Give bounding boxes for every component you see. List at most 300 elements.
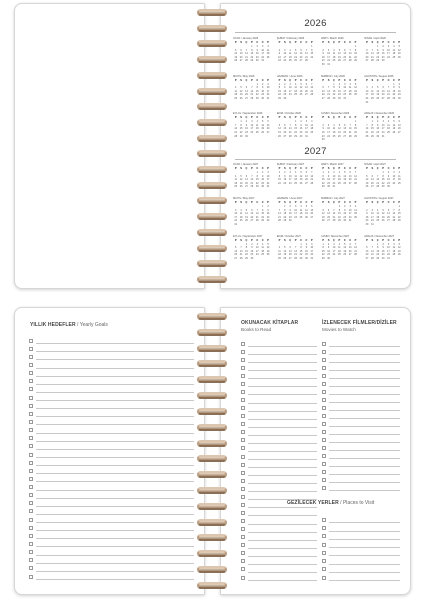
checkbox[interactable] — [241, 511, 245, 515]
checkbox[interactable] — [241, 398, 245, 402]
day-number: 15 — [321, 249, 325, 253]
day-number: 30 — [381, 256, 385, 260]
weekday-label: P — [366, 41, 368, 44]
day-number: 29 — [245, 256, 248, 260]
day-number: 29 — [376, 59, 380, 63]
day-number: 25 — [288, 59, 292, 63]
weekday-label: P — [267, 238, 269, 242]
day-number: 2 — [289, 204, 291, 208]
checkbox[interactable] — [322, 559, 326, 563]
weekday-label: C — [387, 200, 390, 204]
checkbox[interactable] — [29, 428, 33, 432]
checkbox[interactable] — [322, 518, 326, 522]
checkbox[interactable] — [29, 363, 33, 367]
day-number: 14 — [239, 249, 243, 253]
day-number: 19 — [381, 215, 385, 219]
day-number: 5 — [377, 86, 379, 90]
month-calendar — [364, 235, 402, 261]
day-number: 17 — [387, 249, 390, 253]
checkbox[interactable] — [322, 422, 326, 426]
yearly-goals-page — [14, 307, 205, 595]
weekday-label: P — [278, 200, 281, 204]
day-number: 19 — [261, 127, 264, 131]
day-number: 6 — [344, 123, 346, 127]
checkbox[interactable] — [241, 503, 245, 507]
weekday-label: S — [283, 200, 286, 204]
day-number: 4 — [333, 123, 335, 127]
day-number: 8 — [300, 246, 302, 250]
day-number: 13 — [371, 178, 374, 182]
checkbox[interactable] — [29, 436, 33, 440]
checkbox[interactable] — [241, 414, 245, 418]
checkbox[interactable] — [29, 379, 33, 383]
checkbox[interactable] — [29, 509, 33, 513]
checkbox[interactable] — [322, 358, 326, 362]
spiral-ring — [197, 150, 227, 157]
day-number: 4 — [311, 120, 313, 124]
weekday-label: C — [387, 238, 390, 242]
day-number: 3 — [267, 82, 269, 86]
day-number: 14 — [354, 174, 357, 178]
day-number: 3 — [284, 48, 286, 52]
checkbox[interactable] — [241, 406, 245, 410]
ruled-line — [329, 482, 400, 483]
day-number: 1 — [371, 120, 373, 124]
day-number: 19 — [299, 178, 303, 182]
checkbox[interactable] — [241, 559, 245, 563]
books-subtitle: Books to Read — [241, 327, 272, 332]
day-number: 5 — [300, 82, 302, 86]
weekday-label: C — [261, 41, 264, 44]
day-number: 24 — [255, 253, 259, 257]
month-calendar — [364, 197, 402, 227]
month-calendar — [364, 163, 402, 189]
day-number: 20 — [305, 178, 308, 182]
checkbox[interactable] — [29, 493, 33, 497]
day-number: 1 — [245, 242, 248, 246]
books-heading — [241, 320, 298, 332]
checkbox[interactable] — [29, 339, 33, 343]
checkbox[interactable] — [29, 526, 33, 530]
spiral-ring — [197, 329, 227, 336]
checkbox[interactable] — [29, 404, 33, 408]
checkbox[interactable] — [241, 366, 245, 370]
weekday-label: C — [349, 200, 352, 204]
checkbox[interactable] — [241, 576, 245, 580]
day-number: 24 — [327, 59, 330, 63]
checkbox[interactable] — [29, 453, 33, 457]
day-number: 14 — [250, 89, 254, 93]
checkbox[interactable] — [322, 430, 326, 434]
day-number: 25 — [376, 219, 380, 223]
books-title: OKUNACAK KİTAPLAR — [241, 320, 299, 326]
day-number: 1 — [261, 204, 264, 208]
day-number: 14 — [310, 86, 314, 90]
day-number: 16 — [397, 89, 401, 93]
checkbox[interactable] — [241, 463, 245, 467]
day-number: 14 — [305, 52, 308, 56]
checkbox[interactable] — [241, 374, 245, 378]
weekday-label: P — [251, 167, 253, 170]
weekday-label: C — [256, 78, 259, 82]
checkbox[interactable] — [29, 518, 33, 522]
places-list — [322, 514, 400, 580]
day-number: 25 — [371, 96, 374, 100]
weekday-label: P — [310, 78, 313, 82]
weekday-label: P — [338, 238, 341, 242]
weekday-label: P — [354, 167, 357, 170]
weekday-label: P — [338, 78, 341, 82]
day-number: 15 — [332, 89, 336, 93]
day-number: 14 — [255, 212, 259, 216]
day-number: 7 — [245, 48, 248, 52]
ruled-line — [36, 392, 194, 393]
checkbox[interactable] — [322, 438, 326, 442]
ruled-line — [36, 530, 194, 531]
weekday-label: S — [371, 238, 374, 242]
day-number: 1 — [256, 171, 258, 174]
checkbox[interactable] — [322, 526, 326, 530]
weekday-label: C — [256, 167, 259, 170]
day-number: 30 — [397, 96, 401, 100]
checkbox[interactable] — [241, 430, 245, 434]
day-number: 15 — [376, 52, 380, 56]
day-number: 12 — [239, 178, 243, 182]
checkbox[interactable] — [322, 534, 326, 538]
ruled-line — [329, 410, 400, 411]
weekday-label: Ç — [245, 41, 248, 44]
day-number: 27 — [397, 130, 401, 134]
checkbox[interactable] — [322, 382, 326, 386]
checkbox[interactable] — [241, 342, 245, 346]
weekday-label: P — [267, 167, 269, 170]
spiral-ring — [197, 40, 227, 47]
checkbox[interactable] — [322, 342, 326, 346]
day-number: 9 — [261, 174, 264, 178]
checkbox[interactable] — [322, 486, 326, 490]
weekday-label: Ç — [376, 116, 379, 120]
checkbox[interactable] — [29, 469, 33, 473]
day-number: 10 — [371, 212, 374, 216]
spiral-ring — [197, 260, 227, 267]
month-calendar — [277, 112, 315, 142]
checkbox[interactable] — [29, 347, 33, 351]
month-name: TEMMUZ / July 2026 — [320, 74, 345, 78]
checkbox[interactable] — [322, 576, 326, 580]
day-number: 25 — [239, 219, 243, 223]
month-name: AĞUSTOS / August 2026 — [364, 74, 394, 78]
day-number: 20 — [239, 55, 243, 59]
checkbox[interactable] — [29, 575, 33, 579]
checkbox[interactable] — [241, 543, 245, 547]
day-number: 26 — [234, 59, 238, 63]
day-number: 8 — [294, 123, 297, 127]
weekday-label: Ç — [333, 116, 335, 120]
checkbox[interactable] — [29, 420, 33, 424]
day-number: 14 — [365, 127, 369, 131]
day-number: 8 — [377, 246, 379, 250]
day-number: 23 — [387, 181, 390, 185]
weekday-label: S — [371, 41, 374, 44]
ruled-line — [329, 474, 400, 475]
checkbox[interactable] — [241, 495, 245, 499]
day-number: 16 — [299, 127, 303, 131]
checkbox[interactable] — [241, 551, 245, 555]
month-name: MART / March 2026 — [320, 37, 344, 40]
day-number: 23 — [327, 181, 330, 185]
checkbox[interactable] — [29, 387, 33, 391]
day-number: 24 — [371, 219, 374, 223]
day-number: 16 — [343, 212, 347, 216]
day-number: 16 — [305, 249, 308, 253]
day-number: 23 — [381, 253, 385, 257]
weekday-label: Ç — [245, 78, 248, 82]
day-number: 20 — [245, 93, 248, 97]
day-number: 21 — [245, 55, 248, 59]
checkbox[interactable] — [241, 422, 245, 426]
weekday-label: P — [398, 41, 401, 44]
day-number: 25 — [234, 185, 238, 189]
day-number: 5 — [278, 123, 281, 127]
day-number: 15 — [245, 249, 248, 253]
day-number: 7 — [349, 48, 351, 52]
day-number: 9 — [387, 174, 390, 178]
day-number: 8 — [398, 208, 400, 212]
weekday-label: P — [310, 200, 313, 204]
checkbox[interactable] — [241, 382, 245, 386]
day-number: 8 — [338, 208, 341, 212]
checkbox[interactable] — [322, 470, 326, 474]
weekday-label: P — [398, 167, 401, 170]
checkbox[interactable] — [322, 478, 326, 482]
checkbox[interactable] — [322, 551, 326, 555]
months-2027 — [233, 163, 402, 261]
day-number: 7 — [354, 242, 357, 246]
day-number: 2 — [382, 45, 384, 48]
day-number: 19 — [338, 55, 341, 59]
checkbox[interactable] — [29, 461, 33, 465]
spiral-ring — [197, 88, 227, 95]
day-number: 9 — [322, 52, 324, 56]
day-number: 4 — [294, 171, 297, 174]
day-number: 28 — [354, 253, 357, 257]
checkbox[interactable] — [241, 358, 245, 362]
checkbox[interactable] — [241, 390, 245, 394]
day-number: 13 — [387, 212, 390, 216]
checkbox[interactable] — [322, 454, 326, 458]
weekday-label: P — [294, 167, 297, 170]
weekday-label: S — [371, 200, 374, 204]
day-number: 5 — [344, 242, 346, 246]
day-number: 28 — [348, 59, 352, 63]
ruled-line — [329, 450, 400, 451]
checkbox[interactable] — [241, 479, 245, 483]
checkbox[interactable] — [241, 350, 245, 354]
checkbox[interactable] — [322, 390, 326, 394]
checkbox[interactable] — [241, 527, 245, 531]
ruled-line — [36, 490, 194, 491]
checkbox[interactable] — [29, 485, 33, 489]
day-number: 31 — [310, 256, 314, 260]
weekday-label: P — [251, 200, 253, 204]
places-title: GEZİLECEK YERLER — [287, 500, 339, 506]
spiral-ring — [197, 313, 227, 320]
checkbox[interactable] — [322, 567, 326, 571]
weekday-label: C — [300, 200, 302, 204]
weekday-label: C — [392, 238, 395, 242]
ruled-line — [329, 442, 400, 443]
day-number: 17 — [365, 93, 369, 97]
day-number: 11 — [299, 208, 303, 212]
day-number: 16 — [376, 127, 380, 131]
day-number: 29 — [354, 134, 357, 138]
day-number: 18 — [397, 178, 401, 182]
day-number: 16 — [327, 249, 330, 253]
day-number: 3 — [366, 86, 368, 90]
day-number: 2 — [261, 82, 264, 86]
day-number: 1 — [278, 82, 281, 86]
day-number: 17 — [392, 178, 396, 182]
books-list — [241, 338, 317, 580]
weekday-label: Ç — [376, 200, 379, 204]
day-number: 4 — [261, 242, 264, 246]
day-number: 14 — [245, 52, 248, 56]
checkbox[interactable] — [29, 355, 33, 359]
day-number: 1 — [338, 204, 341, 208]
day-number: 12 — [234, 52, 238, 56]
spiral-ring — [197, 25, 227, 32]
checkbox[interactable] — [322, 374, 326, 378]
checkbox[interactable] — [29, 444, 33, 448]
checkbox[interactable] — [29, 501, 33, 505]
checkbox[interactable] — [29, 534, 33, 538]
checkbox[interactable] — [241, 438, 245, 442]
checkbox[interactable] — [241, 487, 245, 491]
day-number: 30 — [261, 185, 264, 189]
checkbox[interactable] — [29, 542, 33, 546]
checkbox[interactable] — [241, 455, 245, 459]
weekday-label: S — [283, 167, 286, 170]
day-number: 22 — [397, 215, 401, 219]
checkbox[interactable] — [322, 543, 326, 547]
day-number: 2 — [387, 171, 390, 174]
weekday-label: P — [398, 78, 401, 82]
day-number: 12 — [266, 246, 270, 250]
day-number: 6 — [371, 174, 373, 178]
weekday-label: C — [300, 41, 302, 44]
day-number: 19 — [299, 89, 303, 93]
spiral-ring — [197, 245, 227, 252]
day-number: 6 — [284, 123, 286, 127]
checkbox[interactable] — [322, 406, 326, 410]
day-number: 12 — [299, 174, 303, 178]
day-number: 28 — [239, 256, 243, 260]
day-number: 8 — [322, 174, 324, 178]
day-number: 5 — [240, 86, 242, 90]
day-number: 19 — [239, 93, 243, 97]
day-number: 28 — [234, 134, 238, 138]
day-number: 5 — [261, 120, 264, 124]
day-number: 2 — [327, 171, 330, 174]
checkbox[interactable] — [29, 412, 33, 416]
checkbox[interactable] — [29, 396, 33, 400]
checkbox[interactable] — [241, 567, 245, 571]
day-number: 9 — [398, 86, 400, 90]
day-number: 9 — [327, 174, 330, 178]
day-number: 22 — [283, 215, 287, 219]
day-number: 10 — [343, 86, 347, 90]
day-number: 28 — [294, 256, 297, 260]
month-calendar — [277, 235, 315, 261]
weekday-label: Ç — [376, 167, 379, 170]
day-number: 14 — [348, 127, 352, 131]
day-number: 23 — [261, 93, 264, 97]
day-number: 1 — [322, 242, 324, 246]
checkbox[interactable] — [241, 446, 245, 450]
day-number: 11 — [239, 212, 243, 216]
ruled-line — [329, 434, 400, 435]
day-number: 12 — [381, 212, 385, 216]
year-rule — [235, 159, 396, 160]
checkbox[interactable] — [29, 371, 33, 375]
weekday-label: P — [322, 167, 325, 170]
ruled-line — [329, 386, 400, 387]
weekday-label: S — [327, 41, 330, 44]
day-number: 11 — [288, 52, 292, 56]
day-number: 25 — [261, 253, 264, 257]
day-number: 19 — [266, 249, 270, 253]
checkbox[interactable] — [29, 558, 33, 562]
ruled-line — [36, 359, 194, 360]
day-number: 2 — [251, 242, 253, 246]
checkbox[interactable] — [322, 446, 326, 450]
weekday-label: P — [251, 238, 253, 242]
day-number: 24 — [387, 253, 390, 257]
checkbox[interactable] — [322, 414, 326, 418]
checkbox[interactable] — [29, 550, 33, 554]
day-number: 24 — [365, 96, 369, 100]
spiral-binding — [197, 9, 227, 283]
checkbox[interactable] — [29, 477, 33, 481]
day-number: 7 — [256, 208, 258, 212]
day-number: 10 — [250, 123, 254, 127]
checkbox[interactable] — [241, 519, 245, 523]
checkbox[interactable] — [29, 566, 33, 570]
day-number: 28 — [278, 219, 281, 223]
checkbox[interactable] — [322, 366, 326, 370]
ruled-line — [248, 483, 317, 484]
checkbox[interactable] — [241, 471, 245, 475]
day-number: 16 — [283, 178, 287, 182]
checkbox[interactable] — [322, 462, 326, 466]
weekday-label: P — [322, 41, 325, 44]
month-name: ŞUBAT / February 2026 — [276, 37, 305, 40]
day-number: 23 — [305, 253, 308, 257]
checkbox[interactable] — [322, 350, 326, 354]
weekday-label: P — [267, 41, 269, 44]
day-number: 29 — [299, 256, 303, 260]
spiral-ring — [197, 487, 227, 494]
day-number: 18 — [288, 55, 292, 59]
checkbox[interactable] — [322, 398, 326, 402]
day-number: 13 — [305, 86, 308, 90]
day-number: 13 — [310, 208, 314, 212]
day-number: 7 — [311, 171, 313, 174]
day-number: 1 — [393, 82, 395, 86]
checkbox[interactable] — [241, 535, 245, 539]
day-number: 28 — [332, 219, 336, 223]
day-number: 2 — [366, 208, 368, 212]
